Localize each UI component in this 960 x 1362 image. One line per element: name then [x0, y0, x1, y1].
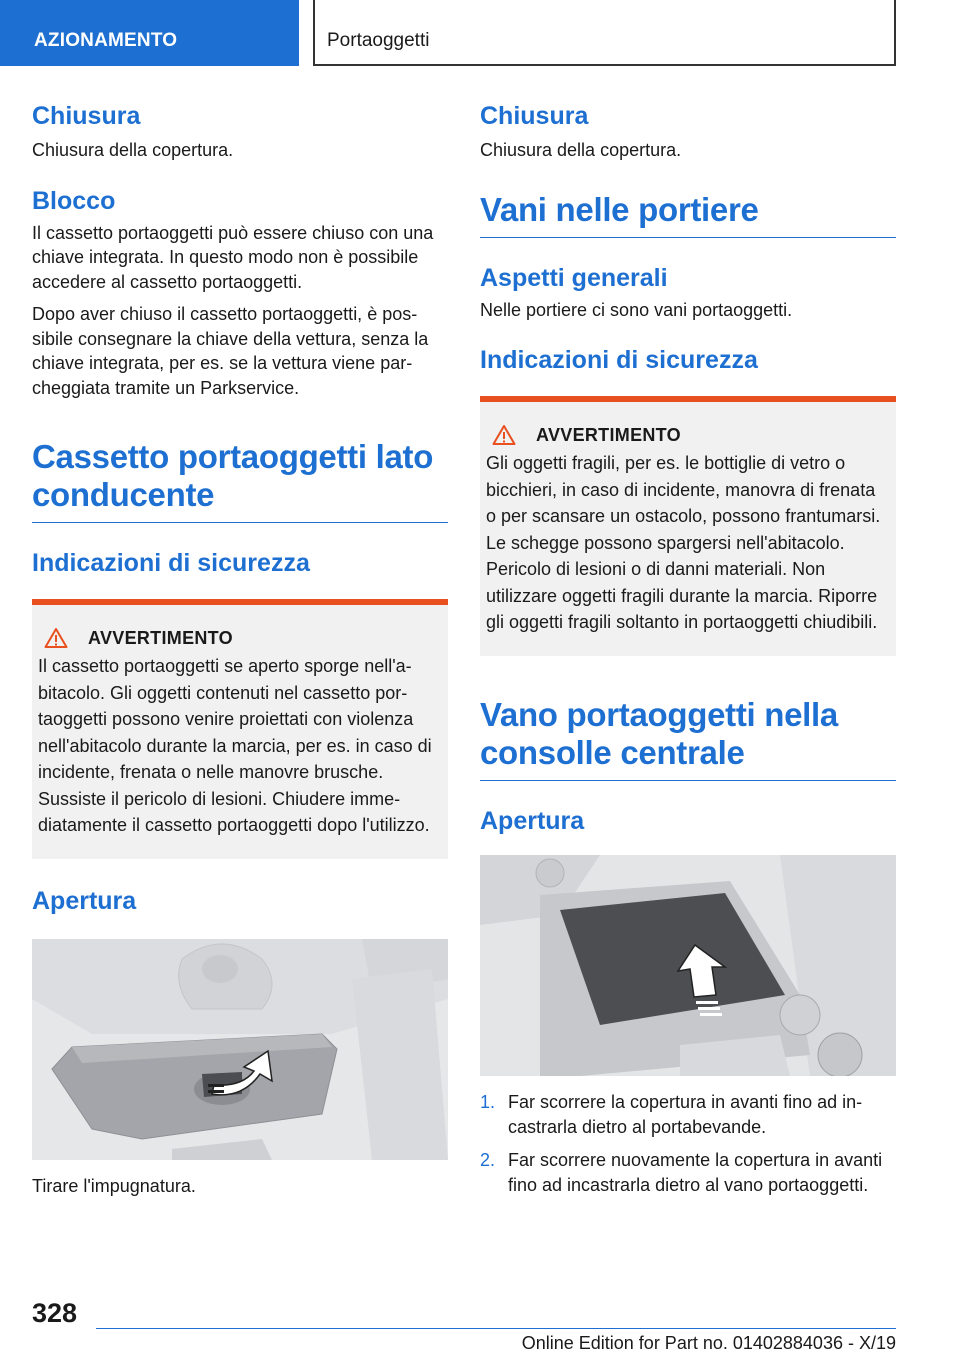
edition-text: Online Edition for Part no. 01402884036 - X/19	[521, 1333, 896, 1353]
apertura-heading-right: Apertura	[480, 806, 585, 835]
aspetti-text: Nelle portiere ci sono vani portaoggetti.	[480, 299, 793, 320]
blocco-paragraph-2: Dopo aver chiuso il cassetto portaoggetti, è possibile consegnare la chiave della vettura, senza la chiave integrata, per es. se la vettura viene parcheggiata tramite un Parkservice.	[32, 304, 429, 398]
cassetto-heading: Cassetto portaoggetti lato conducente	[32, 438, 448, 523]
step-number: 1.	[480, 1091, 496, 1112]
step-text: Far scorrere la copertura in avanti fino ad incastrarla dietro al portabevande.	[508, 1091, 863, 1137]
glovebox-illustration	[32, 939, 448, 1160]
step-number: 2.	[480, 1149, 496, 1170]
warning-box-left	[32, 599, 448, 859]
sicurezza-heading-left: Indicazioni di sicurezza	[32, 549, 310, 577]
warning-box-right	[480, 396, 896, 656]
console-illustration	[480, 855, 896, 1076]
chiusura-text-right: Chiusura della copertura.	[480, 140, 682, 160]
chiusura-heading-right: Chiusura	[480, 102, 589, 130]
vani-heading: Vani nelle portiere	[480, 191, 896, 238]
footer-divider	[96, 1328, 896, 1329]
warning-text-right: Gli oggetti fragili, per es. le bottiglie di vetro o bicchieri, in caso di incidente, manovra di frenata o per scansare un ostacolo, possono frantumarsi. Le schegge possono spargersi nell'abitacolo. Pericolo di lesioni o di danni materiali. Non utilizzare oggetti fragili durante la marcia. Riporre gli oggetti fragili soltanto in portaoggetti chiudibili.	[486, 453, 881, 632]
sicurezza-heading-right: Indicazioni di sicurezza	[480, 346, 758, 374]
section-tab: AZIONAMENTO	[0, 0, 299, 66]
right-column	[480, 100, 896, 1206]
warning-title	[38, 627, 440, 649]
blocco-heading: Blocco	[32, 186, 116, 215]
warning-label: AVVERTIMENTO	[88, 627, 233, 648]
vano-consolle-heading: Vano portaoggetti nella consolle centrale	[480, 696, 896, 781]
figure-caption-left: Tirare l'impugnatura.	[32, 1175, 196, 1196]
blocco-paragraph-1: Il cassetto portaoggetti può essere chiuso con una chiave integrata. In questo modo non è possibile accedere al cassetto portaoggetti.	[32, 222, 434, 292]
chapter-title: Portaoggetti	[313, 0, 896, 66]
steps-list	[480, 1090, 896, 1198]
warning-triangle-icon	[44, 627, 68, 649]
chiusura-text: Chiusura della copertura.	[32, 140, 234, 160]
warning-triangle-icon	[492, 424, 516, 446]
page-number: 328	[32, 1298, 78, 1328]
list-item	[480, 1148, 896, 1198]
warning-label-right: AVVERTIMENTO	[536, 424, 681, 445]
left-column	[32, 100, 448, 1198]
warning-text: Il cassetto portaoggetti se aperto sporge nell'abitacolo. Gli oggetti contenuti nel cassetto portaoggetti possono venire proiettati con violenza nell'abitacolo durante la marcia, per es. in caso di incidente, frenata o nelle manovre brusche. Sussiste il pericolo di lesioni. Chiudere immediatamente il cassetto portaoggetti dopo l'utilizzo.	[38, 656, 432, 835]
aspetti-heading: Aspetti generali	[480, 263, 668, 292]
warning-title-right	[486, 424, 888, 446]
apertura-heading-left: Apertura	[32, 886, 137, 915]
list-item	[480, 1090, 896, 1140]
step-text: Far scorrere nuovamente la copertura in avanti fino ad incastrarla dietro al vano portaoggetti.	[508, 1149, 883, 1195]
chiusura-heading: Chiusura	[32, 102, 141, 130]
